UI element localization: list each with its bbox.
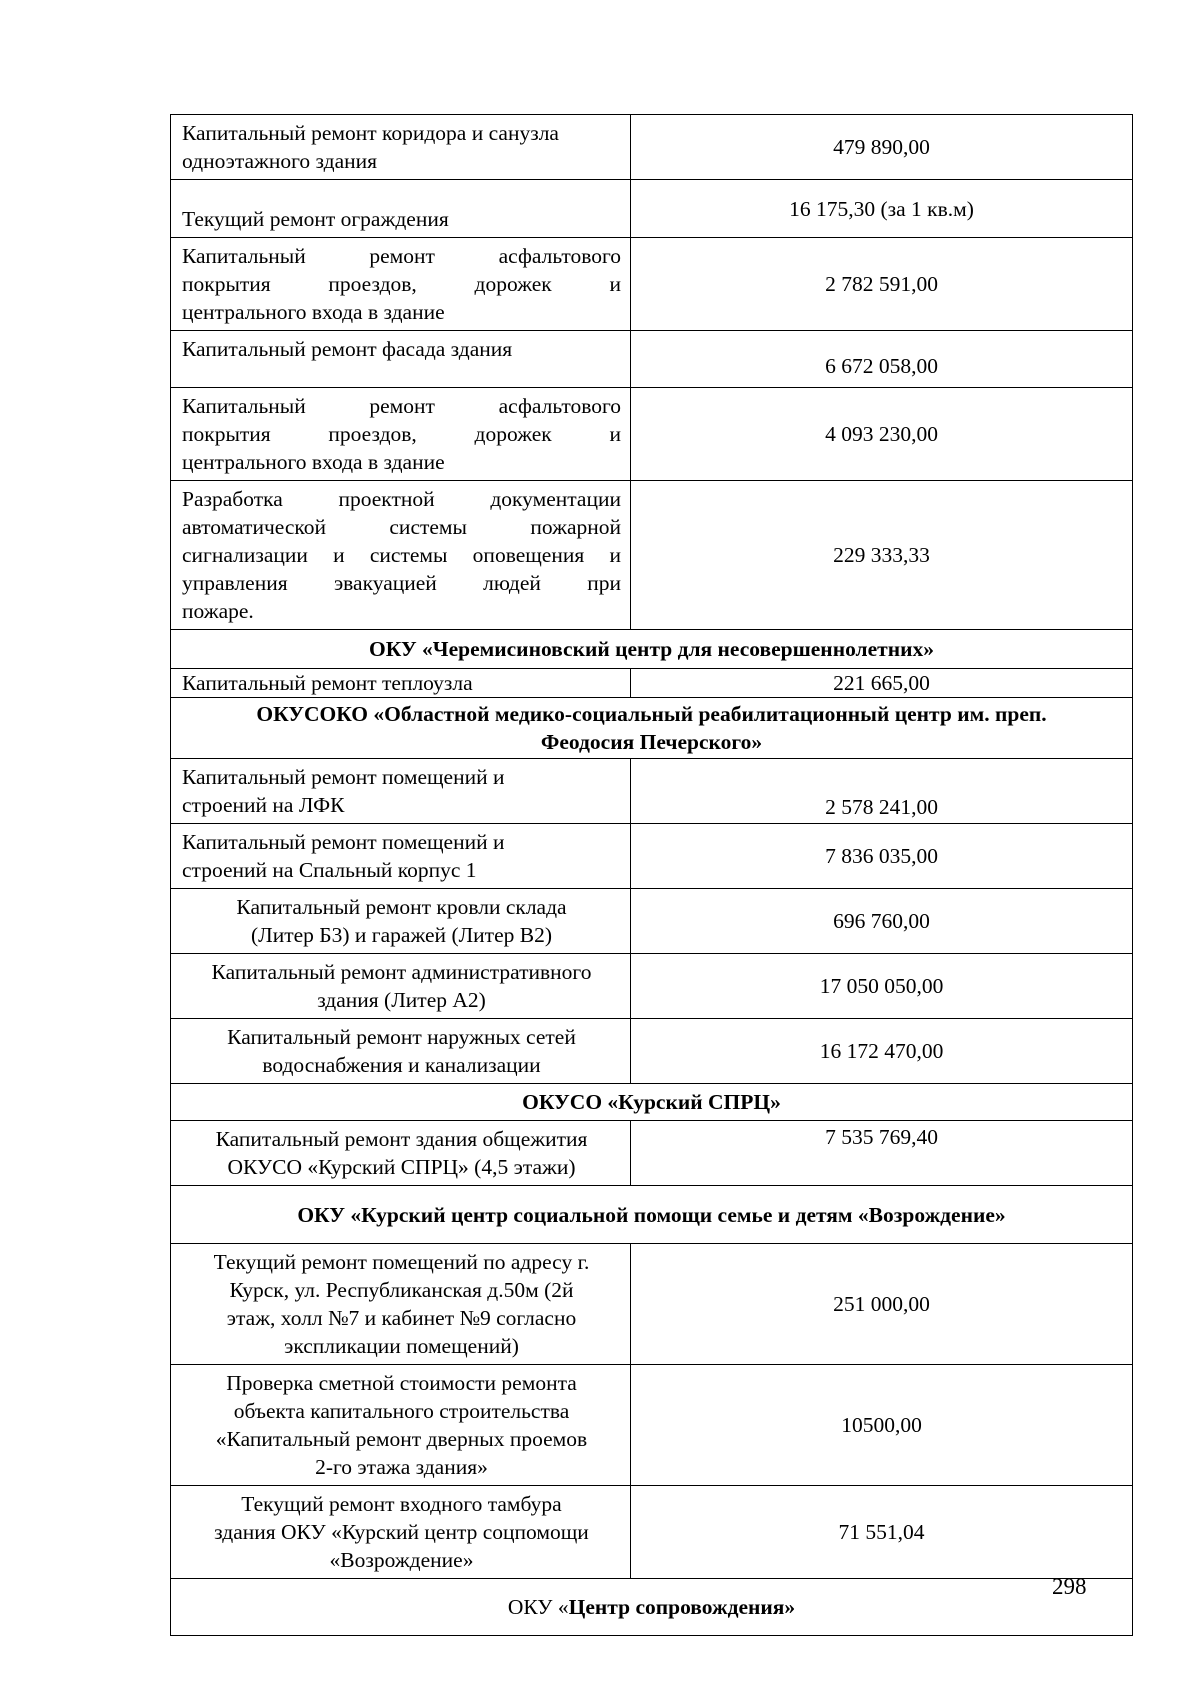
item-description: Капитальный ремонт асфальтового покрытия проездов, дорожек и центрального входа в здание <box>171 238 631 331</box>
item-description: Капитальный ремонт здания общежития ОКУСО «Курский СПРЦ» (4,5 этажи) <box>171 1121 631 1186</box>
section-header: ОКУ «Курский центр социальной помощи семье и детям «Возрождение» <box>171 1186 1133 1244</box>
section-header-row <box>171 1579 1133 1636</box>
page-number: 298 <box>1052 1574 1087 1599</box>
item-amount: 16 172 470,00 <box>631 1019 1133 1084</box>
item-description: Капитальный ремонт кровли склада (Литер Б3) и гаражей (Литер В2) <box>171 889 631 954</box>
item-amount: 4 093 230,00 <box>631 388 1133 481</box>
item-description: Проверка сметной стоимости ремонта объекта капитального строительства «Капитальный ремонт дверных проемов 2-го этажа здания» <box>171 1365 631 1486</box>
section-header: ОКУ «Центр сопровождения» <box>171 1579 1133 1636</box>
section-header-row <box>171 1186 1133 1244</box>
table-row <box>171 1244 1133 1365</box>
item-amount: 479 890,00 <box>631 115 1133 180</box>
table-row <box>171 388 1133 481</box>
table-row <box>171 1121 1133 1186</box>
item-amount: 696 760,00 <box>631 889 1133 954</box>
section-header-row <box>171 1084 1133 1121</box>
item-description: Капитальный ремонт коридора и санузла одноэтажного здания <box>171 115 631 180</box>
section-header: ОКУСОКО «Областной медико-социальный реабилитационный центр им. преп. Феодосия Печерского» <box>171 698 1133 759</box>
table-row <box>171 115 1133 180</box>
item-amount: 229 333,33 <box>631 481 1133 630</box>
item-amount: 221 665,00 <box>631 669 1133 698</box>
item-amount: 6 672 058,00 <box>631 331 1133 388</box>
item-amount: 17 050 050,00 <box>631 954 1133 1019</box>
section-header: ОКУ «Черемисиновский центр для несовершеннолетних» <box>171 630 1133 669</box>
table-row <box>171 669 1133 698</box>
item-description: Капитальный ремонт фасада здания <box>171 331 631 388</box>
item-amount: 7 535 769,40 <box>631 1121 1133 1186</box>
table-row <box>171 759 1133 824</box>
item-amount: 10500,00 <box>631 1365 1133 1486</box>
section-header-row <box>171 630 1133 669</box>
table-row <box>171 238 1133 331</box>
table-row <box>171 1365 1133 1486</box>
item-description: Капитальный ремонт теплоузла <box>171 669 631 698</box>
item-description: Текущий ремонт помещений по адресу г. Курск, ул. Республиканская д.50м (2й этаж, холл №7 и кабинет №9 согласно экспликации помещений) <box>171 1244 631 1365</box>
table-row <box>171 331 1133 388</box>
table-row <box>171 889 1133 954</box>
item-amount: 251 000,00 <box>631 1244 1133 1365</box>
item-amount: 16 175,30 (за 1 кв.м) <box>631 180 1133 238</box>
item-description: Разработка проектной документации автоматической системы пожарной сигнализации и системы оповещения и управления эвакуацией людей при пожаре. <box>171 481 631 630</box>
item-description: Капитальный ремонт наружных сетей водоснабжения и канализации <box>171 1019 631 1084</box>
item-description: Текущий ремонт входного тамбура здания ОКУ «Курский центр соцпомощи «Возрождение» <box>171 1486 631 1579</box>
table-row <box>171 954 1133 1019</box>
item-amount: 2 578 241,00 <box>631 759 1133 824</box>
expenditure-table <box>170 114 1133 1636</box>
item-description: Капитальный ремонт помещений и строений на Спальный корпус 1 <box>171 824 631 889</box>
table-row <box>171 1486 1133 1579</box>
section-header: ОКУСО «Курский СПРЦ» <box>171 1084 1133 1121</box>
item-description: Капитальный ремонт помещений и строений на ЛФК <box>171 759 631 824</box>
table-row <box>171 1019 1133 1084</box>
table-row <box>171 481 1133 630</box>
section-header-row <box>171 698 1133 759</box>
item-amount: 2 782 591,00 <box>631 238 1133 331</box>
item-description: Текущий ремонт ограждения <box>171 180 631 238</box>
table-row <box>171 824 1133 889</box>
item-description: Капитальный ремонт асфальтового покрытия проездов, дорожек и центрального входа в здание <box>171 388 631 481</box>
item-amount: 71 551,04 <box>631 1486 1133 1579</box>
item-amount: 7 836 035,00 <box>631 824 1133 889</box>
item-description: Капитальный ремонт административного здания (Литер А2) <box>171 954 631 1019</box>
table-row <box>171 180 1133 238</box>
